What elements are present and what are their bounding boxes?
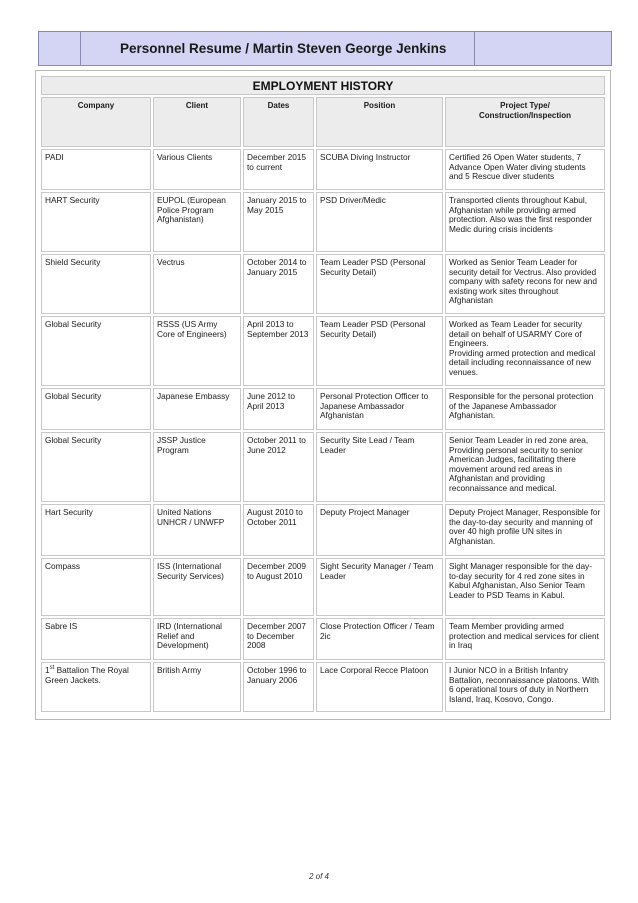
table-row: [41, 504, 605, 556]
position-cell: Lace Corporal Recce Platoon: [316, 662, 443, 712]
company-cell: Global Security: [41, 432, 151, 502]
header-right-cell: [474, 32, 611, 65]
company-cell: Compass: [41, 558, 151, 616]
project-type-cell: Senior Team Leader in red zone area, Providing personal security to senior American Judges, facilitating there movement around red areas in Afghanistan and providing reconnaissance and medical.: [445, 432, 605, 502]
project-type-cell: Sight Manager responsible for the day-to-day security for 4 red zone sites in Kabul Afghanistan, Also Senior Team Leader to PSD Teams in Kabul.: [445, 558, 605, 616]
project-type-cell: Team Member providing armed protection and medical services for client in Iraq: [445, 618, 605, 660]
dates-cell: August 2010 to October 2011: [243, 504, 314, 556]
section-title: EMPLOYMENT HISTORY: [41, 76, 605, 95]
employment-history-table: [39, 74, 607, 714]
company-cell: Hart Security: [41, 504, 151, 556]
column-header-position: Position: [316, 97, 443, 147]
dates-cell: December 2007 to December 2008: [243, 618, 314, 660]
position-cell: Sight Security Manager / Team Leader: [316, 558, 443, 616]
table-row: [41, 254, 605, 314]
project-type-cell: Transported clients throughout Kabul, Afghanistan while providing armed protection. Also was the first responder Medic during crisis incidents: [445, 192, 605, 252]
client-cell: RSSS (US Army Core of Engineers): [153, 316, 241, 386]
client-cell: JSSP Justice Program: [153, 432, 241, 502]
project-type-cell: Deputy Project Manager, Responsible for the day-to-day security and manning of over 40 high profile UN sites in Afghanistan.: [445, 504, 605, 556]
table-row: [41, 432, 605, 502]
table-row: [41, 316, 605, 386]
company-cell: Global Security: [41, 316, 151, 386]
dates-cell: January 2015 to May 2015: [243, 192, 314, 252]
project-type-cell: I Junior NCO in a British Infantry Battalion, reconnaissance platoons. With 6 operational tours of duty in Northern Island, Iraq, Kosovo, Congo.: [445, 662, 605, 712]
column-header-row: [41, 97, 605, 147]
company-cell: HART Security: [41, 192, 151, 252]
position-cell: Security Site Lead / Team Leader: [316, 432, 443, 502]
table-row: [41, 662, 605, 712]
client-cell: ISS (International Security Services): [153, 558, 241, 616]
position-cell: Team Leader PSD (Personal Security Detail): [316, 316, 443, 386]
company-cell: 1st Battalion The Royal Green Jackets.: [41, 662, 151, 712]
dates-cell: December 2015 to current: [243, 149, 314, 190]
column-header-project-type: Project Type/ Construction/Inspection: [445, 97, 605, 147]
column-header-dates: Dates: [243, 97, 314, 147]
table-body: [41, 149, 605, 712]
client-cell: EUPOL (European Police Program Afghanistan): [153, 192, 241, 252]
position-cell: SCUBA Diving Instructor: [316, 149, 443, 190]
dates-cell: December 2009 to August 2010: [243, 558, 314, 616]
table-row: [41, 192, 605, 252]
dates-cell: June 2012 to April 2013: [243, 388, 314, 430]
header-left-cell: [39, 32, 81, 65]
dates-cell: October 2011 to June 2012: [243, 432, 314, 502]
dates-cell: October 1996 to January 2006: [243, 662, 314, 712]
project-type-cell: Worked as Team Leader for security detail on behalf of USARMY Core of Engineers. Providing armed protection and medical detail including reconnaissance of new venues.: [445, 316, 605, 386]
project-type-cell: Responsible for the personal protection of the Japanese Ambassador Afghanistan.: [445, 388, 605, 430]
client-cell: IRD (International Relief and Development): [153, 618, 241, 660]
table-row: [41, 558, 605, 616]
client-cell: Japanese Embassy: [153, 388, 241, 430]
client-cell: Vectrus: [153, 254, 241, 314]
company-cell: Shield Security: [41, 254, 151, 314]
employment-history-frame: [35, 70, 611, 720]
document-header: [38, 31, 612, 66]
table-row: [41, 388, 605, 430]
table-row: [41, 618, 605, 660]
position-cell: Personal Protection Officer to Japanese Ambassador Afghanistan: [316, 388, 443, 430]
page-number: 2 of 4: [308, 872, 329, 881]
position-cell: Deputy Project Manager: [316, 504, 443, 556]
company-cell: PADI: [41, 149, 151, 190]
table-row: [41, 149, 605, 190]
document-title: Personnel Resume / Martin Steven George Jenkins: [81, 32, 474, 65]
company-cell: Sabre IS: [41, 618, 151, 660]
client-cell: United Nations UNHCR / UNWFP: [153, 504, 241, 556]
project-type-cell: Worked as Senior Team Leader for security detail for Vectrus. Also provided company with safety recons for new and existing work sites throughout Afghanistan: [445, 254, 605, 314]
position-cell: Team Leader PSD (Personal Security Detail): [316, 254, 443, 314]
dates-cell: April 2013 to September 2013: [243, 316, 314, 386]
position-cell: Close Protection Officer / Team 2ic: [316, 618, 443, 660]
project-type-cell: Certified 26 Open Water students, 7 Advance Open Water diving students and 5 Rescue diver students: [445, 149, 605, 190]
company-cell: Global Security: [41, 388, 151, 430]
position-cell: PSD Driver/Medic: [316, 192, 443, 252]
dates-cell: October 2014 to January 2015: [243, 254, 314, 314]
client-cell: British Army: [153, 662, 241, 712]
column-header-company: Company: [41, 97, 151, 147]
client-cell: Various Clients: [153, 149, 241, 190]
column-header-client: Client: [153, 97, 241, 147]
